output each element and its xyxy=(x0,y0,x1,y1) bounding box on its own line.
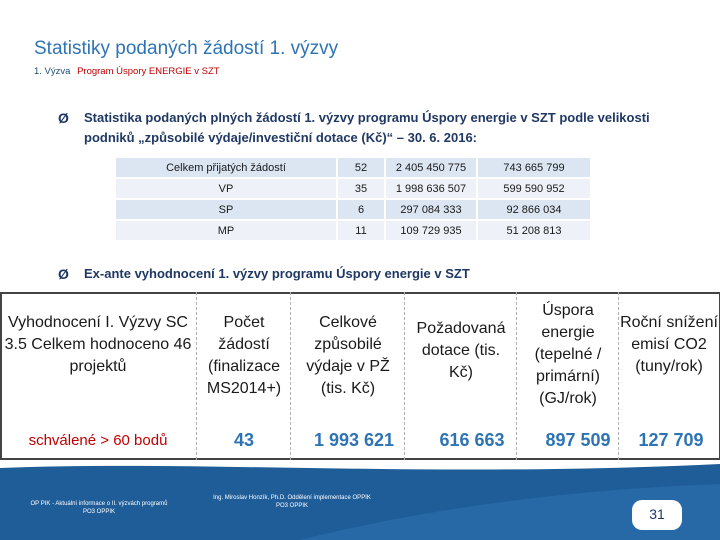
subtitle-call: 1. Výzva xyxy=(34,66,71,77)
evaluation-header-label: Vyhodnocení I. Výzvy SC 3.5 Celkem hodnoceno 46 projektů xyxy=(4,314,192,375)
subtitle-program: Program Úspory ENERGIE v SZT xyxy=(77,66,220,77)
page-number: 31 xyxy=(649,506,665,522)
row-eligible: 297 084 333 xyxy=(386,200,478,219)
row-subsidy: 51 208 813 xyxy=(478,221,592,240)
approved-total: 1 993 621 xyxy=(313,430,395,450)
row-eligible: 109 729 935 xyxy=(386,221,478,240)
table-row xyxy=(116,200,592,219)
table-row xyxy=(116,221,592,240)
column-divider xyxy=(196,292,197,460)
row-eligible: 1 998 636 507 xyxy=(386,179,478,198)
size-table xyxy=(116,156,592,242)
row-label: Celkem přijatých žádostí xyxy=(116,158,338,177)
bullet-evaluation xyxy=(58,264,698,284)
row-subsidy: 92 866 034 xyxy=(478,200,592,219)
evaluation-table xyxy=(0,292,720,460)
header-subsidy: Požadovaná dotace (tis. Kč) xyxy=(416,320,506,381)
bullet-statistics-text: Statistika podaných plných žádostí 1. výzvy programu Úspory energie v SZT podle velikosti podniků „způsobilé výdaje/investiční dotace (Kč)“ – 30. 6. 2016: xyxy=(84,110,650,145)
row-count: 6 xyxy=(338,200,386,219)
row-subsidy: 743 665 799 xyxy=(478,158,592,177)
approved-label: schválené > 60 bodů xyxy=(28,432,168,449)
table-border-left xyxy=(0,292,2,460)
row-count: 35 xyxy=(338,179,386,198)
row-count: 52 xyxy=(338,158,386,177)
footer-author-text: Ing. Miroslav Honzík, Ph.D. Oddělení implementace OPPIK PO3 OPPIK xyxy=(213,495,371,509)
page-title: Statistiky podaných žádostí 1. výzvy xyxy=(34,38,339,59)
approved-count: 43 xyxy=(233,430,255,450)
footer-left-text: OP PIK - Aktuální informace o II. výzvách programů PO3 OPPIK xyxy=(30,501,168,515)
row-count: 11 xyxy=(338,221,386,240)
bullet-statistics xyxy=(58,108,698,148)
approved-co2: 127 709 xyxy=(638,430,704,450)
row-label: SP xyxy=(116,200,338,219)
bullet-evaluation-text: Ex-ante vyhodnocení 1. výzvy programu Úspory energie v SZT xyxy=(84,266,470,281)
approved-subsidy: 616 663 xyxy=(439,430,505,450)
table-border-top xyxy=(0,292,720,294)
column-divider xyxy=(290,292,291,460)
header-co2: Roční snížení emisí CO2 (tuny/rok) xyxy=(620,314,718,375)
table-row xyxy=(116,179,592,198)
approved-saving: 897 509 xyxy=(545,430,611,450)
row-label: VP xyxy=(116,179,338,198)
header-count: Počet žádostí (finalizace MS2014+) xyxy=(206,314,282,397)
row-eligible: 2 405 450 775 xyxy=(386,158,478,177)
page-subtitle xyxy=(34,66,220,77)
table-row xyxy=(116,158,592,177)
arrow-bullet-icon: Ø xyxy=(58,110,69,126)
arrow-bullet-icon: Ø xyxy=(58,266,69,282)
header-saving: Úspora energie (tepelné / primární) (GJ/rok) xyxy=(534,302,602,407)
header-total: Celkové způsobilé výdaje v PŽ (tis. Kč) xyxy=(306,314,390,397)
row-subsidy: 599 590 952 xyxy=(478,179,592,198)
row-label: MP xyxy=(116,221,338,240)
